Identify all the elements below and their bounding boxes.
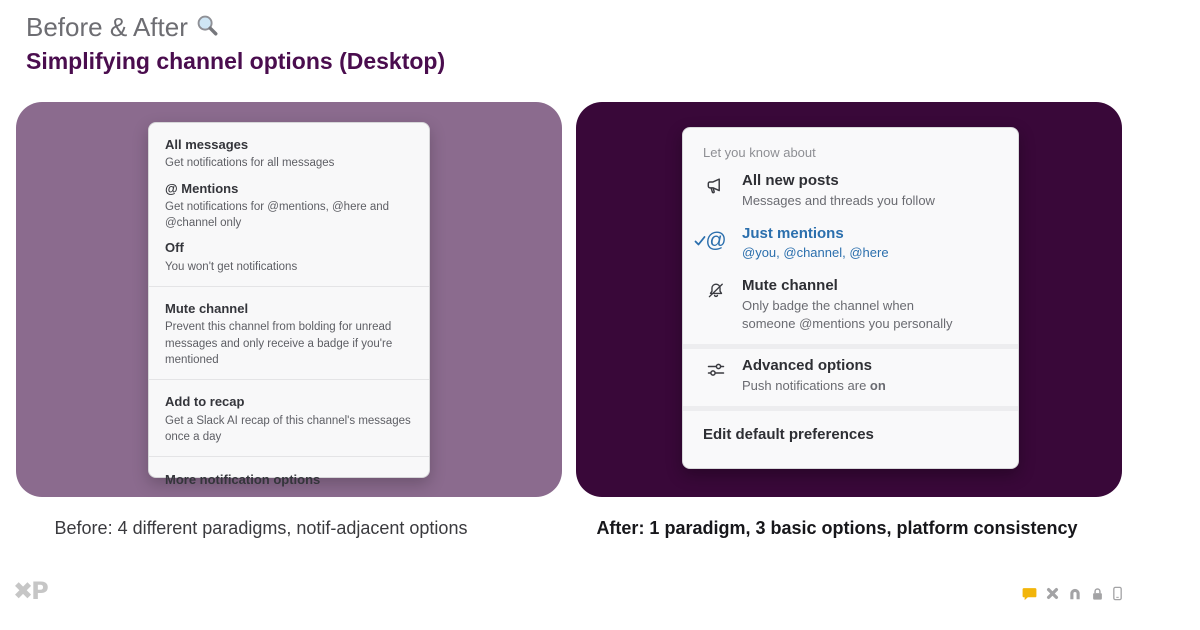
footer-icons bbox=[1022, 586, 1122, 601]
menu-item-mute-channel[interactable] bbox=[165, 301, 413, 368]
menu-option-desc bbox=[742, 377, 886, 395]
menu-item-more-options[interactable] bbox=[165, 472, 413, 488]
before-menu-section-more bbox=[149, 457, 429, 505]
sliders-icon bbox=[699, 360, 733, 380]
slide-header bbox=[26, 12, 445, 74]
menu-item-desc: Get notifications for all messages bbox=[165, 157, 335, 170]
before-menu-section-mute bbox=[149, 287, 429, 379]
page-title: Before & After bbox=[26, 11, 188, 42]
before-panel bbox=[16, 102, 562, 497]
phone-icon bbox=[1113, 586, 1122, 601]
before-menu-section-levels bbox=[149, 123, 429, 286]
menu-item-mentions[interactable] bbox=[165, 181, 413, 232]
menu-item-desc: Get a Slack AI recap of this channel's messages once a day bbox=[165, 414, 411, 443]
menu-item-title: Off bbox=[165, 240, 184, 256]
menu-option-desc: Messages and threads you follow bbox=[742, 192, 935, 208]
menu-group-label: Let you know about bbox=[703, 145, 816, 160]
menu-option-title: All new posts bbox=[742, 172, 839, 189]
menu-item-title: @ Mentions bbox=[165, 180, 239, 196]
edit-default-preferences-link[interactable]: Edit default preferences bbox=[703, 425, 874, 443]
divider bbox=[683, 406, 1018, 411]
menu-item-title: Add to recap bbox=[165, 394, 245, 410]
menu-option-desc: @you, @channel, @here bbox=[742, 245, 889, 261]
menu-option-just-mentions[interactable] bbox=[683, 217, 1018, 270]
after-menu-card bbox=[682, 127, 1019, 469]
menu-item-title: More notification options bbox=[165, 472, 321, 488]
menu-item-desc: Prevent this channel from bolding for unread messages and only receive a badge if you're mentioned bbox=[165, 321, 393, 366]
menu-item-title: All messages bbox=[165, 137, 249, 152]
menu-option-all-new-posts[interactable] bbox=[683, 164, 1018, 217]
page-subtitle: Simplifying channel options (Desktop) bbox=[26, 48, 446, 74]
push-state-prefix: Push notifications are bbox=[742, 377, 870, 393]
push-state-value: on bbox=[869, 377, 886, 393]
menu-item-off[interactable] bbox=[165, 240, 413, 275]
bell-slash-icon bbox=[699, 280, 733, 302]
menu-option-mute-channel[interactable] bbox=[683, 269, 1018, 340]
before-caption: Before: 4 different paradigms, notif-adjacent options bbox=[54, 518, 468, 538]
menu-item-add-to-recap[interactable] bbox=[165, 394, 413, 445]
before-menu-section-recap bbox=[149, 380, 429, 456]
menu-item-title: Mute channel bbox=[165, 301, 249, 317]
menu-item-desc: Get notifications for @mentions, @here and @channel only bbox=[165, 200, 390, 230]
after-panel bbox=[576, 102, 1122, 497]
after-caption: After: 1 paradigm, 3 basic options, platform consistency bbox=[596, 518, 1078, 538]
menu-option-title: Mute channel bbox=[742, 277, 838, 295]
menu-option-title: Advanced options bbox=[742, 357, 873, 374]
menu-item-all-messages[interactable] bbox=[165, 137, 413, 172]
menu-option-advanced[interactable] bbox=[683, 349, 1018, 402]
lock-icon bbox=[1091, 587, 1104, 601]
xp-logo: ✖P bbox=[13, 577, 47, 605]
chat-bubble-icon bbox=[1022, 587, 1037, 601]
menu-option-desc: Only badge the channel when someone @mentions you personally bbox=[742, 298, 953, 332]
at-mention-icon bbox=[699, 228, 733, 251]
before-menu-card bbox=[148, 122, 430, 488]
magnifier-icon bbox=[196, 14, 219, 42]
check-icon bbox=[694, 234, 706, 252]
menu-item-desc: You won't get notifications bbox=[165, 260, 298, 273]
magnet-icon bbox=[1068, 587, 1082, 600]
at-glyph: @ bbox=[705, 228, 727, 252]
x-icon bbox=[1046, 587, 1059, 600]
megaphone-icon bbox=[699, 175, 733, 197]
menu-option-title: Just mentions bbox=[742, 224, 844, 242]
